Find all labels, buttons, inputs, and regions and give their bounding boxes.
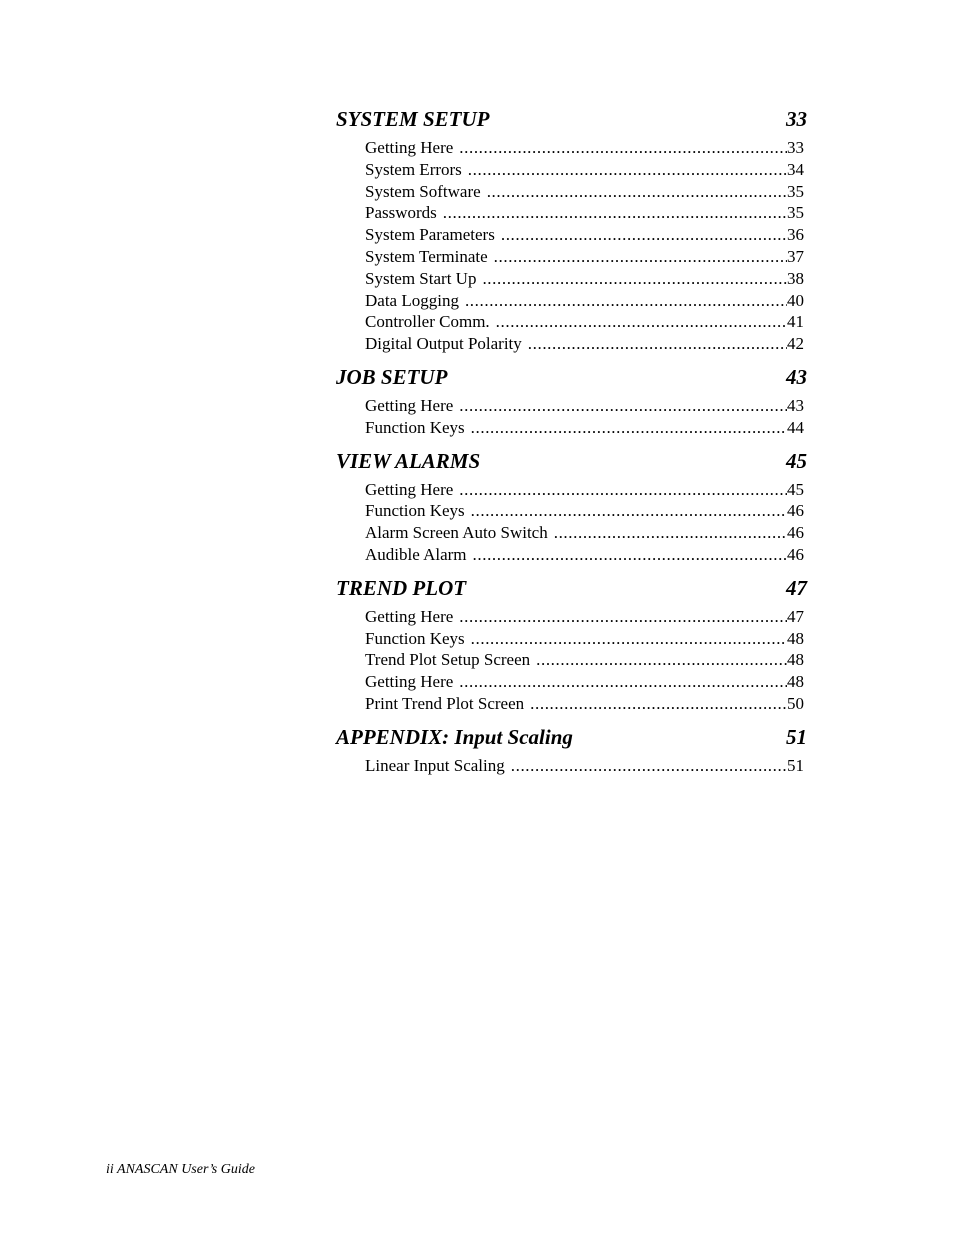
section-page-number: 43 (786, 364, 807, 389)
entry-label: System Errors (365, 159, 462, 179)
dot-leader (511, 755, 787, 777)
entry-page-number: 46 (787, 544, 804, 564)
section-title: JOB SETUP (336, 364, 448, 389)
toc-entry[interactable] (365, 395, 804, 417)
entry-label: System Parameters (365, 225, 495, 245)
dot-leader (530, 693, 787, 715)
entry-page-number: 48 (787, 672, 804, 692)
dot-leader (496, 311, 787, 333)
entry-page-number: 35 (787, 181, 804, 201)
entry-page-number: 51 (787, 755, 804, 775)
entry-page-number: 47 (787, 606, 804, 626)
entry-page-number: 34 (787, 159, 804, 179)
toc-entry[interactable] (365, 181, 804, 203)
toc-entry[interactable] (365, 628, 804, 650)
section-title: SYSTEM SETUP (336, 107, 490, 131)
dot-leader (459, 395, 787, 417)
section-entries (365, 755, 804, 777)
entry-page-number: 46 (787, 523, 804, 543)
toc-entry[interactable] (365, 246, 804, 268)
toc-entry[interactable] (365, 606, 804, 628)
entry-label: System Start Up (365, 268, 477, 288)
toc-entry[interactable] (365, 500, 804, 522)
toc-entry[interactable] (365, 290, 804, 312)
toc-entry[interactable] (365, 333, 804, 355)
table-of-contents (336, 106, 808, 786)
entry-label: System Terminate (365, 246, 488, 266)
section-entries (365, 606, 804, 715)
toc-entry[interactable] (365, 224, 804, 246)
section-title: APPENDIX: Input Scaling (336, 724, 573, 749)
entry-page-number: 41 (787, 312, 804, 332)
toc-entry[interactable] (365, 755, 804, 777)
toc-section (336, 106, 808, 355)
toc-section (336, 724, 808, 777)
dot-leader (487, 181, 787, 203)
entry-page-number: 45 (787, 479, 804, 499)
entry-label: Audible Alarm (365, 544, 467, 564)
section-title: VIEW ALARMS (336, 448, 481, 473)
entry-label: Getting Here (365, 138, 454, 157)
entry-label: Linear Input Scaling (365, 755, 505, 775)
toc-entry[interactable] (365, 202, 804, 224)
entry-page-number: 37 (787, 246, 804, 266)
section-entries (365, 479, 804, 566)
toc-entry[interactable] (365, 311, 804, 333)
dot-leader (459, 479, 787, 501)
entry-page-number: 43 (787, 395, 804, 415)
entry-label: Getting Here (365, 395, 454, 415)
entry-page-number: 48 (787, 650, 804, 670)
dot-leader (482, 268, 787, 290)
entry-page-number: 46 (787, 501, 804, 521)
dot-leader (443, 202, 787, 224)
toc-entry[interactable] (365, 522, 804, 544)
entry-label: Data Logging (365, 290, 459, 310)
entry-label: Controller Comm. (365, 312, 490, 332)
toc-section (336, 448, 808, 566)
toc-section (336, 575, 808, 715)
entry-label: System Software (365, 181, 481, 201)
entry-page-number: 48 (787, 628, 804, 648)
dot-leader (471, 628, 787, 650)
section-entries (365, 137, 804, 355)
section-page-number: 45 (786, 448, 807, 473)
section-heading[interactable] (336, 724, 808, 750)
dot-leader (536, 649, 787, 671)
section-page-number: 47 (786, 575, 807, 600)
page-footer: ii ANASCAN User’s Guide (106, 1162, 255, 1177)
entry-page-number: 42 (787, 334, 804, 354)
dot-leader (501, 224, 787, 246)
entry-page-number: 36 (787, 225, 804, 245)
entry-label: Alarm Screen Auto Switch (365, 523, 548, 543)
dot-leader (468, 159, 787, 181)
entry-page-number: 40 (787, 290, 804, 310)
section-heading[interactable] (336, 106, 808, 132)
entry-page-number: 33 (787, 138, 804, 157)
section-heading[interactable] (336, 575, 808, 601)
dot-leader (465, 290, 787, 312)
entry-label: Passwords (365, 203, 437, 223)
dot-leader (459, 606, 787, 628)
section-entries (365, 395, 804, 439)
entry-label: Digital Output Polarity (365, 334, 522, 354)
entry-page-number: 35 (787, 203, 804, 223)
entry-page-number: 44 (787, 417, 804, 437)
toc-entry[interactable] (365, 649, 804, 671)
entry-page-number: 38 (787, 268, 804, 288)
toc-entry[interactable] (365, 268, 804, 290)
dot-leader (471, 500, 787, 522)
toc-entry[interactable] (365, 479, 804, 501)
entry-label: Getting Here (365, 479, 454, 499)
dot-leader (494, 246, 787, 268)
entry-label: Function Keys (365, 417, 465, 437)
dot-leader (459, 137, 787, 159)
section-title: TREND PLOT (336, 575, 467, 600)
toc-entry[interactable] (365, 671, 804, 693)
toc-entry[interactable] (365, 159, 804, 181)
toc-section (336, 364, 808, 439)
dot-leader (473, 544, 787, 566)
dot-leader (528, 333, 787, 355)
entry-label: Getting Here (365, 672, 454, 692)
toc-entry[interactable] (365, 693, 804, 715)
entry-label: Trend Plot Setup Screen (365, 650, 531, 670)
entry-label: Getting Here (365, 606, 454, 626)
dot-leader (471, 417, 787, 439)
entry-label: Function Keys (365, 628, 465, 648)
dot-leader (554, 522, 787, 544)
section-page-number: 51 (786, 724, 807, 749)
toc-entry[interactable] (365, 417, 804, 439)
section-heading[interactable] (336, 364, 808, 390)
dot-leader (459, 671, 787, 693)
toc-entry[interactable] (365, 544, 804, 566)
section-heading[interactable] (336, 448, 808, 474)
toc-entry[interactable] (365, 137, 804, 159)
section-page-number: 33 (786, 107, 807, 131)
entry-page-number: 50 (787, 693, 804, 713)
entry-label: Function Keys (365, 501, 465, 521)
entry-label: Print Trend Plot Screen (365, 693, 525, 713)
